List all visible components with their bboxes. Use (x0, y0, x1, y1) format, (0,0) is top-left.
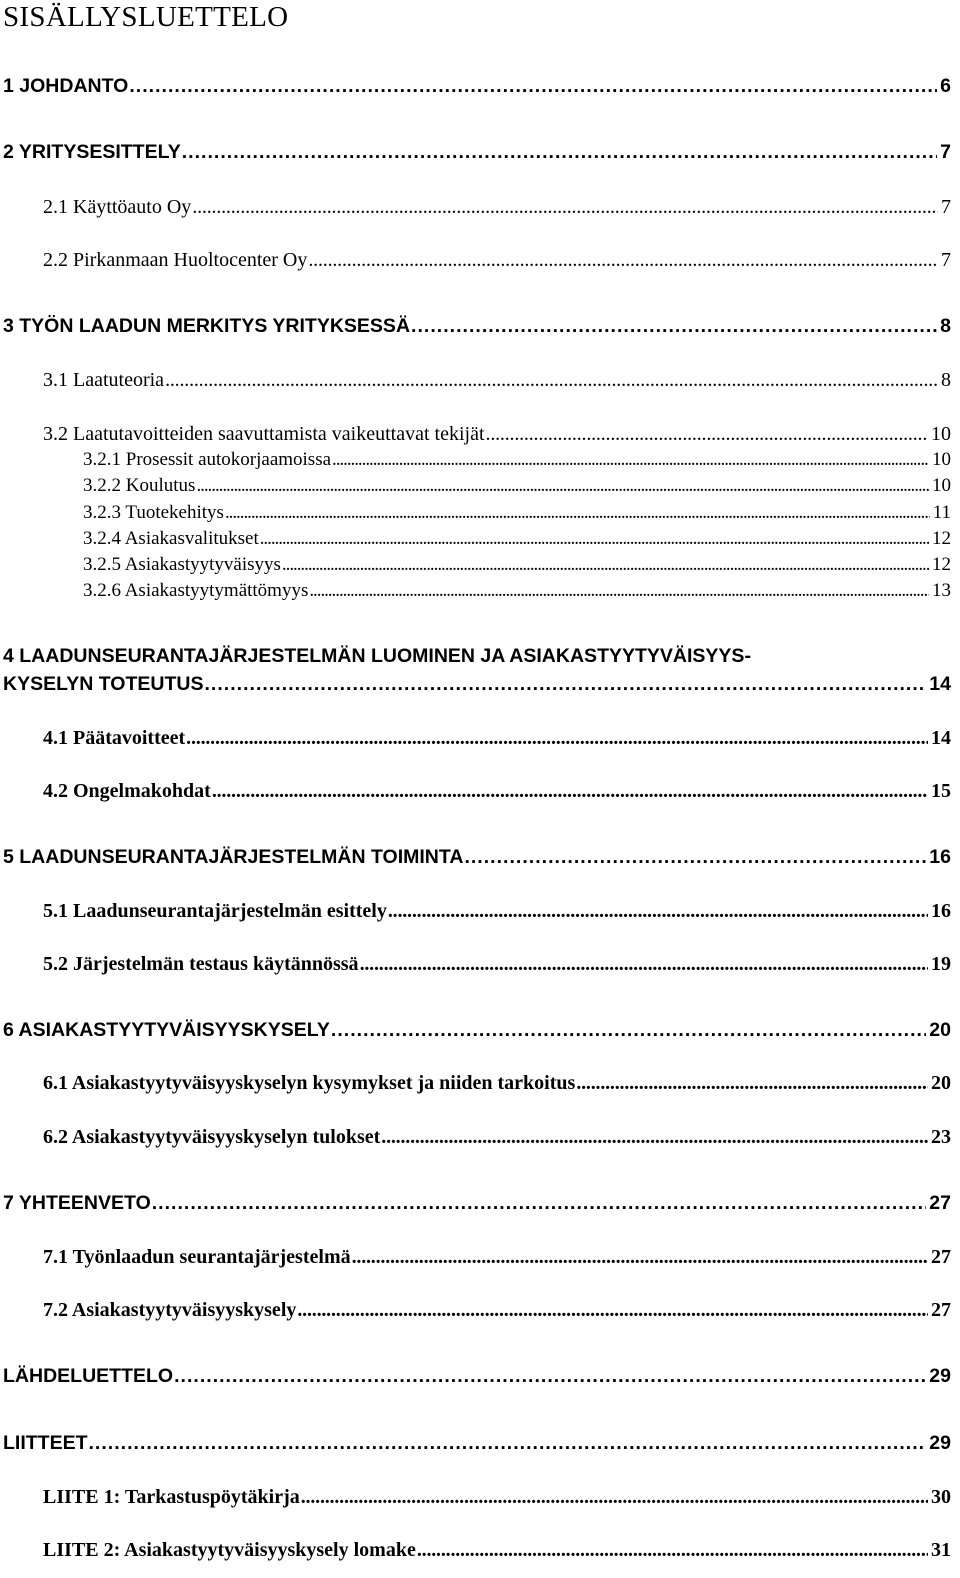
toc-entry-page: 8 (940, 315, 951, 337)
toc-entry[interactable] (3, 846, 951, 872)
toc-entry-page: 13 (932, 580, 951, 601)
toc-entry-page: 6 (940, 75, 951, 97)
toc-leader-dots (352, 1246, 928, 1269)
toc-leader-dots (388, 900, 928, 923)
toc-leader-dots (381, 1126, 928, 1149)
toc-leader-dots (165, 369, 938, 392)
toc-leader-dots (152, 1192, 927, 1215)
toc-leader-dots (192, 196, 938, 219)
toc-entry-label: 3.2.3 Tuotekehitys (83, 502, 224, 523)
toc-entry[interactable] (43, 1126, 951, 1152)
toc-entry[interactable] (43, 727, 951, 753)
toc-entry-page: 29 (929, 1365, 951, 1387)
toc-leader-dots (196, 475, 929, 497)
toc-entry[interactable] (83, 580, 951, 606)
toc-entry-page: 10 (932, 475, 951, 496)
toc-entry[interactable] (43, 953, 951, 979)
toc-leader-dots (129, 75, 937, 98)
toc-entry[interactable] (83, 449, 951, 475)
toc-leader-dots (297, 1299, 928, 1322)
toc-entry[interactable] (3, 1365, 951, 1391)
toc-entry-label: 3.2 Laatutavoitteiden saavuttamista vaikeuttavat tekijät (43, 423, 485, 445)
toc-entry-page: 31 (931, 1539, 951, 1561)
toc-leader-dots (182, 141, 937, 164)
toc-entry[interactable] (83, 475, 951, 501)
toc-entry[interactable] (43, 780, 951, 806)
toc-entry-label: 6.1 Asiakastyytyväisyyskyselyn kysymykset ja niiden tarkoitus (43, 1072, 576, 1094)
toc-entry-page: 14 (929, 673, 951, 695)
page-title: SISÄLLYSLUETTELO (3, 1, 289, 33)
toc-entry[interactable] (43, 249, 951, 275)
toc-leader-dots (282, 554, 929, 576)
toc-leader-dots (204, 673, 926, 696)
toc-leader-dots (417, 1539, 928, 1562)
toc-entry-label: 3.2.6 Asiakastyytymättömyys (83, 580, 309, 601)
toc-entry[interactable] (3, 1019, 951, 1045)
toc-entry-label: 2 YRITYSESITTELY (3, 141, 181, 163)
toc-entry-label: 5.1 Laadunseurantajärjestelmän esittely (43, 900, 387, 922)
toc-entry-label: 6.2 Asiakastyytyväisyyskyselyn tulokset (43, 1126, 381, 1148)
toc-entry-label: 3.2.4 Asiakasvalitukset (83, 528, 259, 549)
toc-entry-label: 3 TYÖN LAADUN MERKITYS YRITYKSESSÄ (3, 315, 411, 337)
toc-leader-dots (411, 315, 937, 338)
toc-entry[interactable] (3, 315, 951, 341)
toc-entry-label: 1 JOHDANTO (3, 75, 129, 97)
toc-leader-dots (89, 1432, 927, 1455)
toc-entry-page: 16 (931, 900, 951, 922)
toc-leader-dots (308, 249, 938, 272)
toc-entry[interactable] (43, 1486, 951, 1512)
toc-entry-page: 10 (931, 423, 951, 445)
toc-entry-page: 10 (932, 449, 951, 470)
toc-entry-label: 5 LAADUNSEURANTAJÄRJESTELMÄN TOIMINTA (3, 846, 464, 868)
toc-leader-dots (332, 449, 929, 471)
toc-entry[interactable] (83, 554, 951, 580)
toc-leader-dots (576, 1072, 928, 1095)
toc-entry-label: 3.2.2 Koulutus (83, 475, 196, 496)
toc-entry-label: 7.1 Työnlaadun seurantajärjestelmä (43, 1246, 351, 1268)
toc-entry-page: 27 (931, 1246, 951, 1268)
toc-leader-dots (174, 1365, 926, 1388)
toc-entry-page: 27 (931, 1299, 951, 1321)
toc-entry-label: LÄHDELUETTELO (3, 1365, 174, 1387)
toc-leader-dots (486, 423, 928, 446)
toc-entry-page: 7 (941, 249, 951, 271)
toc-entry[interactable] (3, 141, 951, 167)
toc-entry-page: 30 (931, 1486, 951, 1508)
toc-leader-dots (331, 1019, 926, 1042)
toc-entry-label: 3.2.1 Prosessit autokorjaamoissa (83, 449, 332, 470)
toc-entry-label: 7 YHTEENVETO (3, 1192, 151, 1214)
toc-entry[interactable] (83, 502, 951, 528)
toc-entry-label: 3.2.5 Asiakastyytyväisyys (83, 554, 281, 575)
toc-entry[interactable] (43, 196, 951, 222)
toc-leader-dots (301, 1486, 928, 1509)
toc-leader-dots (260, 528, 929, 550)
toc-entry[interactable] (43, 1539, 951, 1565)
toc-entry-page: 16 (929, 846, 951, 868)
toc-entry-page: 12 (932, 554, 951, 575)
toc-entry-page: 27 (929, 1192, 951, 1214)
toc-entry-label: 4.2 Ongelmakohdat (43, 780, 211, 802)
toc-entry-label: 2.2 Pirkanmaan Huoltocenter Oy (43, 249, 308, 271)
toc-entry-page: 20 (931, 1072, 951, 1094)
toc-entry-page: 14 (931, 727, 951, 749)
toc-entry-page: 29 (929, 1432, 951, 1454)
toc-entry-page: 7 (941, 196, 951, 218)
toc-entry[interactable] (3, 1192, 951, 1218)
toc-entry-page: 23 (931, 1126, 951, 1148)
toc-entry[interactable] (3, 673, 951, 699)
toc-entry[interactable] (3, 75, 951, 101)
toc-entry-label: 7.2 Asiakastyytyväisyyskysely (43, 1299, 297, 1321)
toc-entry[interactable] (43, 1246, 951, 1272)
toc-leader-dots (360, 953, 928, 976)
toc-entry[interactable] (43, 1072, 951, 1098)
toc-entry-label: LIITTEET (3, 1432, 88, 1454)
toc-entry-page: 8 (941, 369, 951, 391)
toc-entry-page: 7 (940, 141, 951, 163)
toc-entry-page: 11 (932, 502, 951, 523)
toc-entry-label: LIITE 1: Tarkastuspöytäkirja (43, 1486, 300, 1508)
toc-entry-label: KYSELYN TOTEUTUS (3, 673, 204, 695)
toc-entry[interactable] (3, 1432, 951, 1458)
toc-entry-page: 20 (929, 1019, 951, 1041)
toc-entry[interactable] (43, 423, 951, 449)
toc-entry-label: 5.2 Järjestelmän testaus käytännössä (43, 953, 359, 975)
toc-leader-dots (309, 580, 929, 602)
toc-entry-label: 6 ASIAKASTYYTYVÄISYYSKYSELY (3, 1019, 330, 1041)
toc-leader-dots (464, 846, 926, 869)
toc-leader-dots (225, 502, 930, 524)
toc-entry-label: 2.1 Käyttöauto Oy (43, 196, 192, 218)
toc-entry-page: 19 (931, 953, 951, 975)
toc-entry[interactable] (43, 1299, 951, 1325)
toc-leader-dots (186, 727, 928, 750)
toc-entry-page: 15 (931, 780, 951, 802)
toc-entry[interactable] (43, 900, 951, 926)
toc-entry-label: 4.1 Päätavoitteet (43, 727, 186, 749)
toc-entry-label: LIITE 2: Asiakastyytyväisyyskysely lomake (43, 1539, 416, 1561)
toc-leader-dots (212, 780, 928, 803)
toc-entry[interactable] (43, 369, 951, 395)
toc-entry[interactable] (83, 528, 951, 554)
toc-entry-page: 12 (932, 528, 951, 549)
toc-entry-label-line1[interactable]: 4 LAADUNSEURANTAJÄRJESTELMÄN LUOMINEN JA ASIAKASTYYTYVÄISYYS- (3, 645, 751, 667)
toc-entry-label: 3.1 Laatuteoria (43, 369, 165, 391)
